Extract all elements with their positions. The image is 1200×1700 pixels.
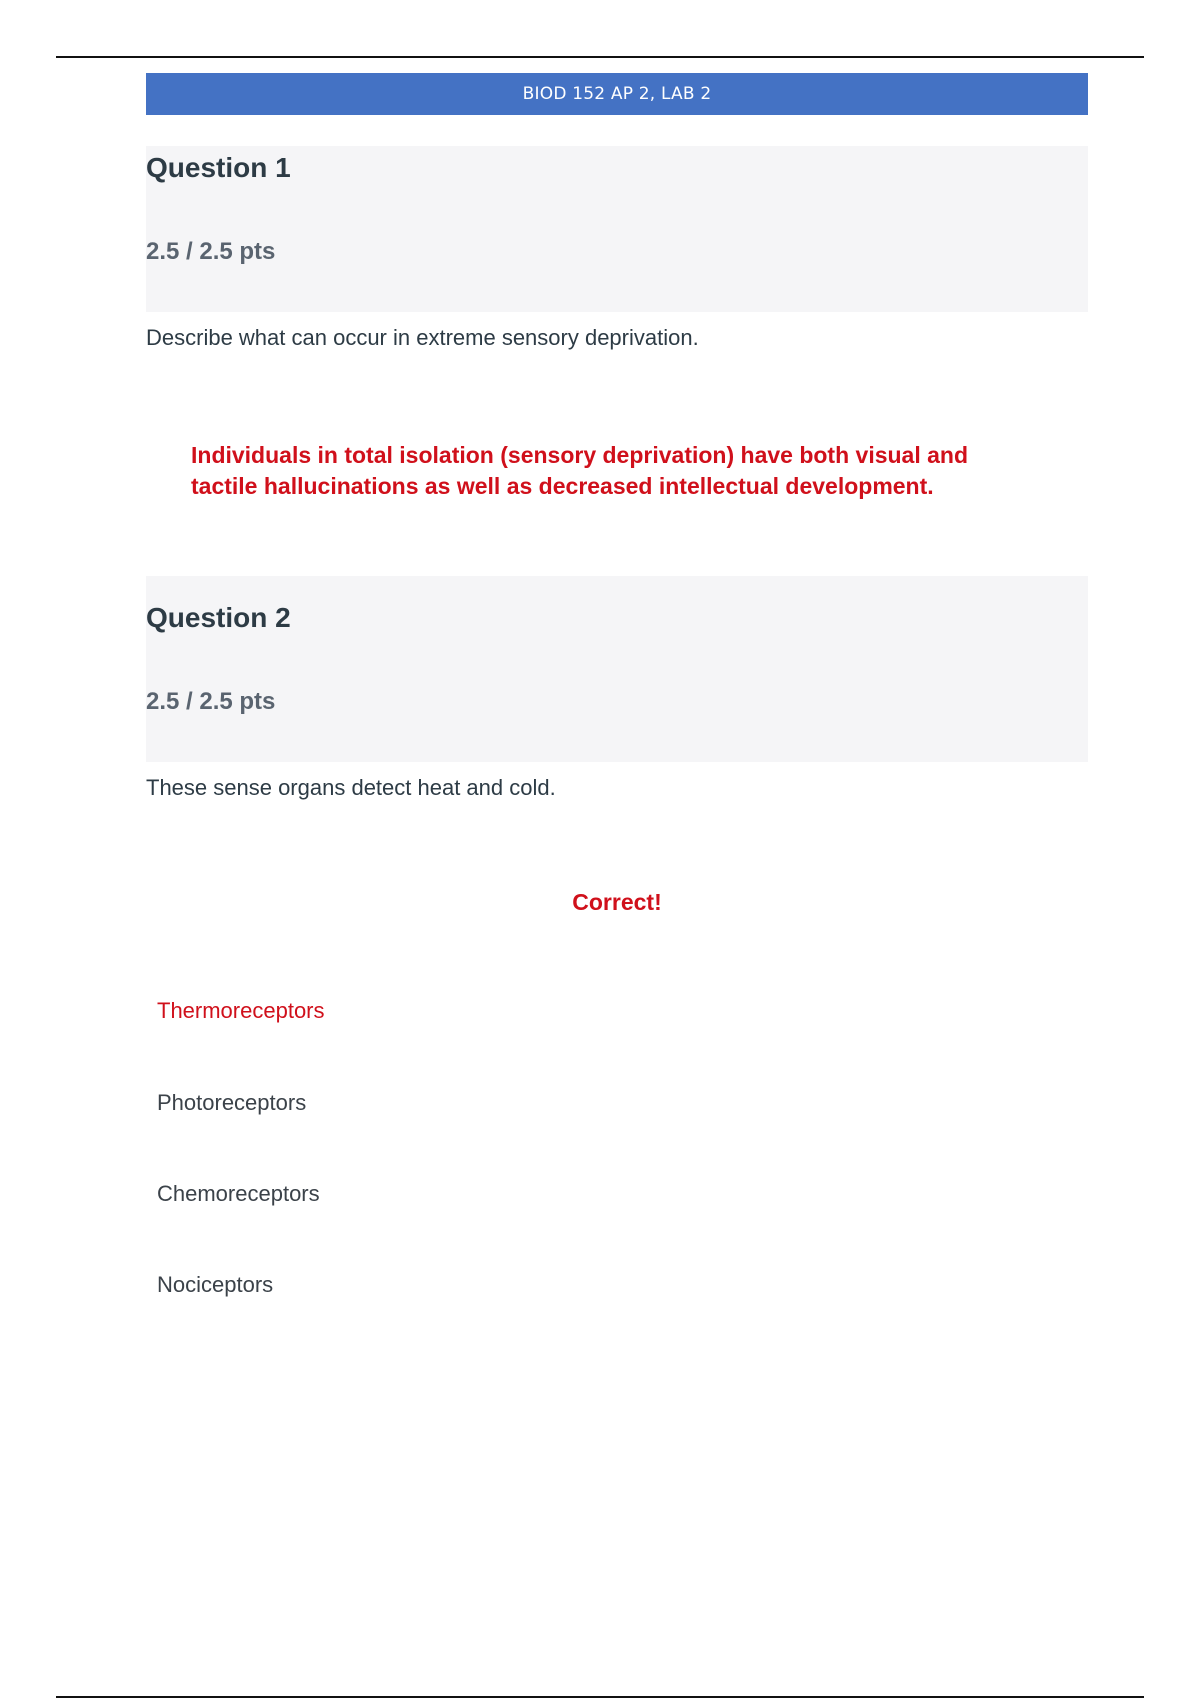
correct-feedback-label: Correct! xyxy=(572,889,662,915)
answer-option-thermoreceptors[interactable]: Thermoreceptors xyxy=(157,998,325,1023)
question-1-prompt: Describe what can occur in extreme sensory deprivation. xyxy=(146,325,699,350)
question-1-points: 2.5 / 2.5 pts xyxy=(146,238,276,265)
question-1-answer-line-1: Individuals in total isolation (sensory deprivation) have both visual and xyxy=(191,442,969,468)
question-1-answer xyxy=(191,440,1071,502)
question-1-answer-line-2: tactile hallucinations as well as decreased intellectual development. xyxy=(191,473,934,499)
bottom-rule xyxy=(56,1696,1144,1698)
answer-option-nociceptors[interactable]: Nociceptors xyxy=(157,1272,274,1297)
header-title: BIOD 152 AP 2, LAB 2 xyxy=(522,84,712,104)
question-2-title: Question 2 xyxy=(146,602,291,633)
question-2-points: 2.5 / 2.5 pts xyxy=(146,688,276,715)
question-1-title: Question 1 xyxy=(146,152,291,183)
question-2-header xyxy=(146,576,1088,762)
question-1-header xyxy=(146,146,1088,312)
answer-option-photoreceptors[interactable]: Photoreceptors xyxy=(157,1090,307,1115)
answer-option-chemoreceptors[interactable]: Chemoreceptors xyxy=(157,1181,320,1206)
top-rule xyxy=(56,56,1144,58)
document-header-bar xyxy=(146,73,1088,115)
question-2-prompt: These sense organs detect heat and cold. xyxy=(146,775,556,800)
